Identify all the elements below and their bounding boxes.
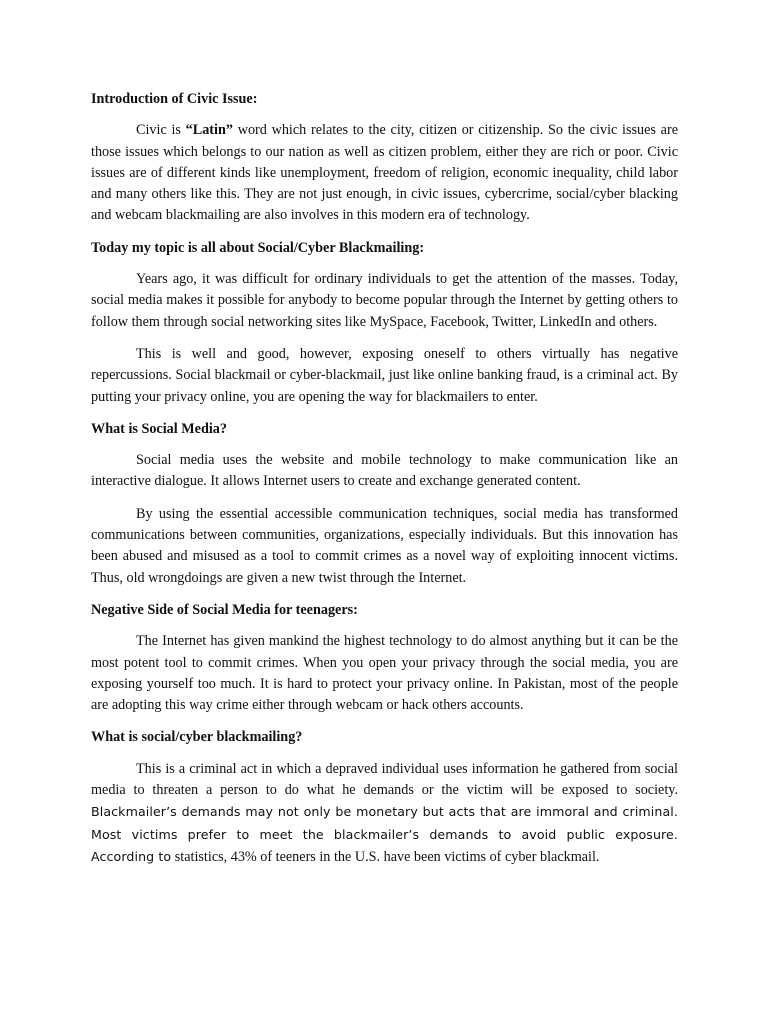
heading-civic-issue: Introduction of Civic Issue: bbox=[91, 91, 258, 107]
paragraph-text: Civic is bbox=[136, 122, 186, 139]
paragraph-internet-mankind: The Internet has given mankind the highest technology to do almost anything but it can be the most potent tool to commit crimes. When you open your privacy through the social media, you are exposing yourself too much. It is hard to protect your privacy online. In Pakistan, most of the people are adopting this way crime either through webcam or hack others accounts. bbox=[91, 633, 678, 714]
paragraph-text-sans: Blackmailer’s demands may not only be monetary but acts that are immoral and criminal. Most victims prefer to meet the blackmailer’s demands to avoid public exposure. According to bbox=[91, 804, 678, 864]
heading-topic: Today my topic is all about Social/Cyber Blackmailing: bbox=[91, 239, 425, 256]
heading-social-media: What is Social Media? bbox=[91, 420, 227, 437]
paragraph-years-ago: Years ago, it was difficult for ordinary individuals to get the attention of the masses. Today, social media makes it possible for anybody to become popular through the Internet by getting others to follow them through social networking sites like MySpace, Facebook, Twitter, LinkedIn and others. bbox=[91, 271, 678, 330]
paragraph-communication-techniques: By using the essential accessible communication techniques, social media has transformed communications between communities, organizations, especially individuals. But this innovation has been abused and misused as a tool to commit crimes as a novel way of exploiting innocent victims. Thus, old wrongdoings are given a new twist through the Internet. bbox=[91, 505, 678, 586]
heading-cyber-blackmailing: What is social/cyber blackmailing? bbox=[91, 729, 303, 746]
document-body bbox=[91, 89, 678, 879]
paragraph-civic-intro bbox=[91, 120, 678, 226]
latin-emphasis: “Latin” bbox=[185, 122, 233, 139]
heading-negative-side: Negative Side of Social Media for teenagers: bbox=[91, 601, 358, 618]
paragraph-text: statistics, 43% of teeners in the U.S. have been victims of cyber blackmail. bbox=[171, 848, 600, 865]
paragraph-well-and-good: This is well and good, however, exposing oneself to others virtually has negative repercussions. Social blackmail or cyber-blackmail, just like online banking fraud, is a criminal act. By putting your privacy online, you are opening the way for blackmailers to enter. bbox=[91, 345, 678, 405]
paragraph-criminal-act bbox=[91, 759, 678, 868]
paragraph-social-media-uses: Social media uses the website and mobile technology to make communication like an interactive dialogue. It allows Internet users to create and exchange generated content. bbox=[91, 452, 678, 490]
paragraph-text: This is a criminal act in which a depraved individual uses information he gathered from social media to threaten a person to do what he demands or the victim will be exposed to society. bbox=[91, 760, 678, 799]
paragraph-text: word which relates to the city, citizen or citizenship. So the civic issues are those issues which belongs to our nation as well as citizen problem, either they are rich or poor. Civic issues are of different kinds like unemployment, freedom of religion, economic inequality, child labor and many others like this. They are not just enough, in civic issues, cybercrime, social/cyber blacking and webcam blackmailing are also involves in this modern era of technology. bbox=[91, 122, 678, 224]
